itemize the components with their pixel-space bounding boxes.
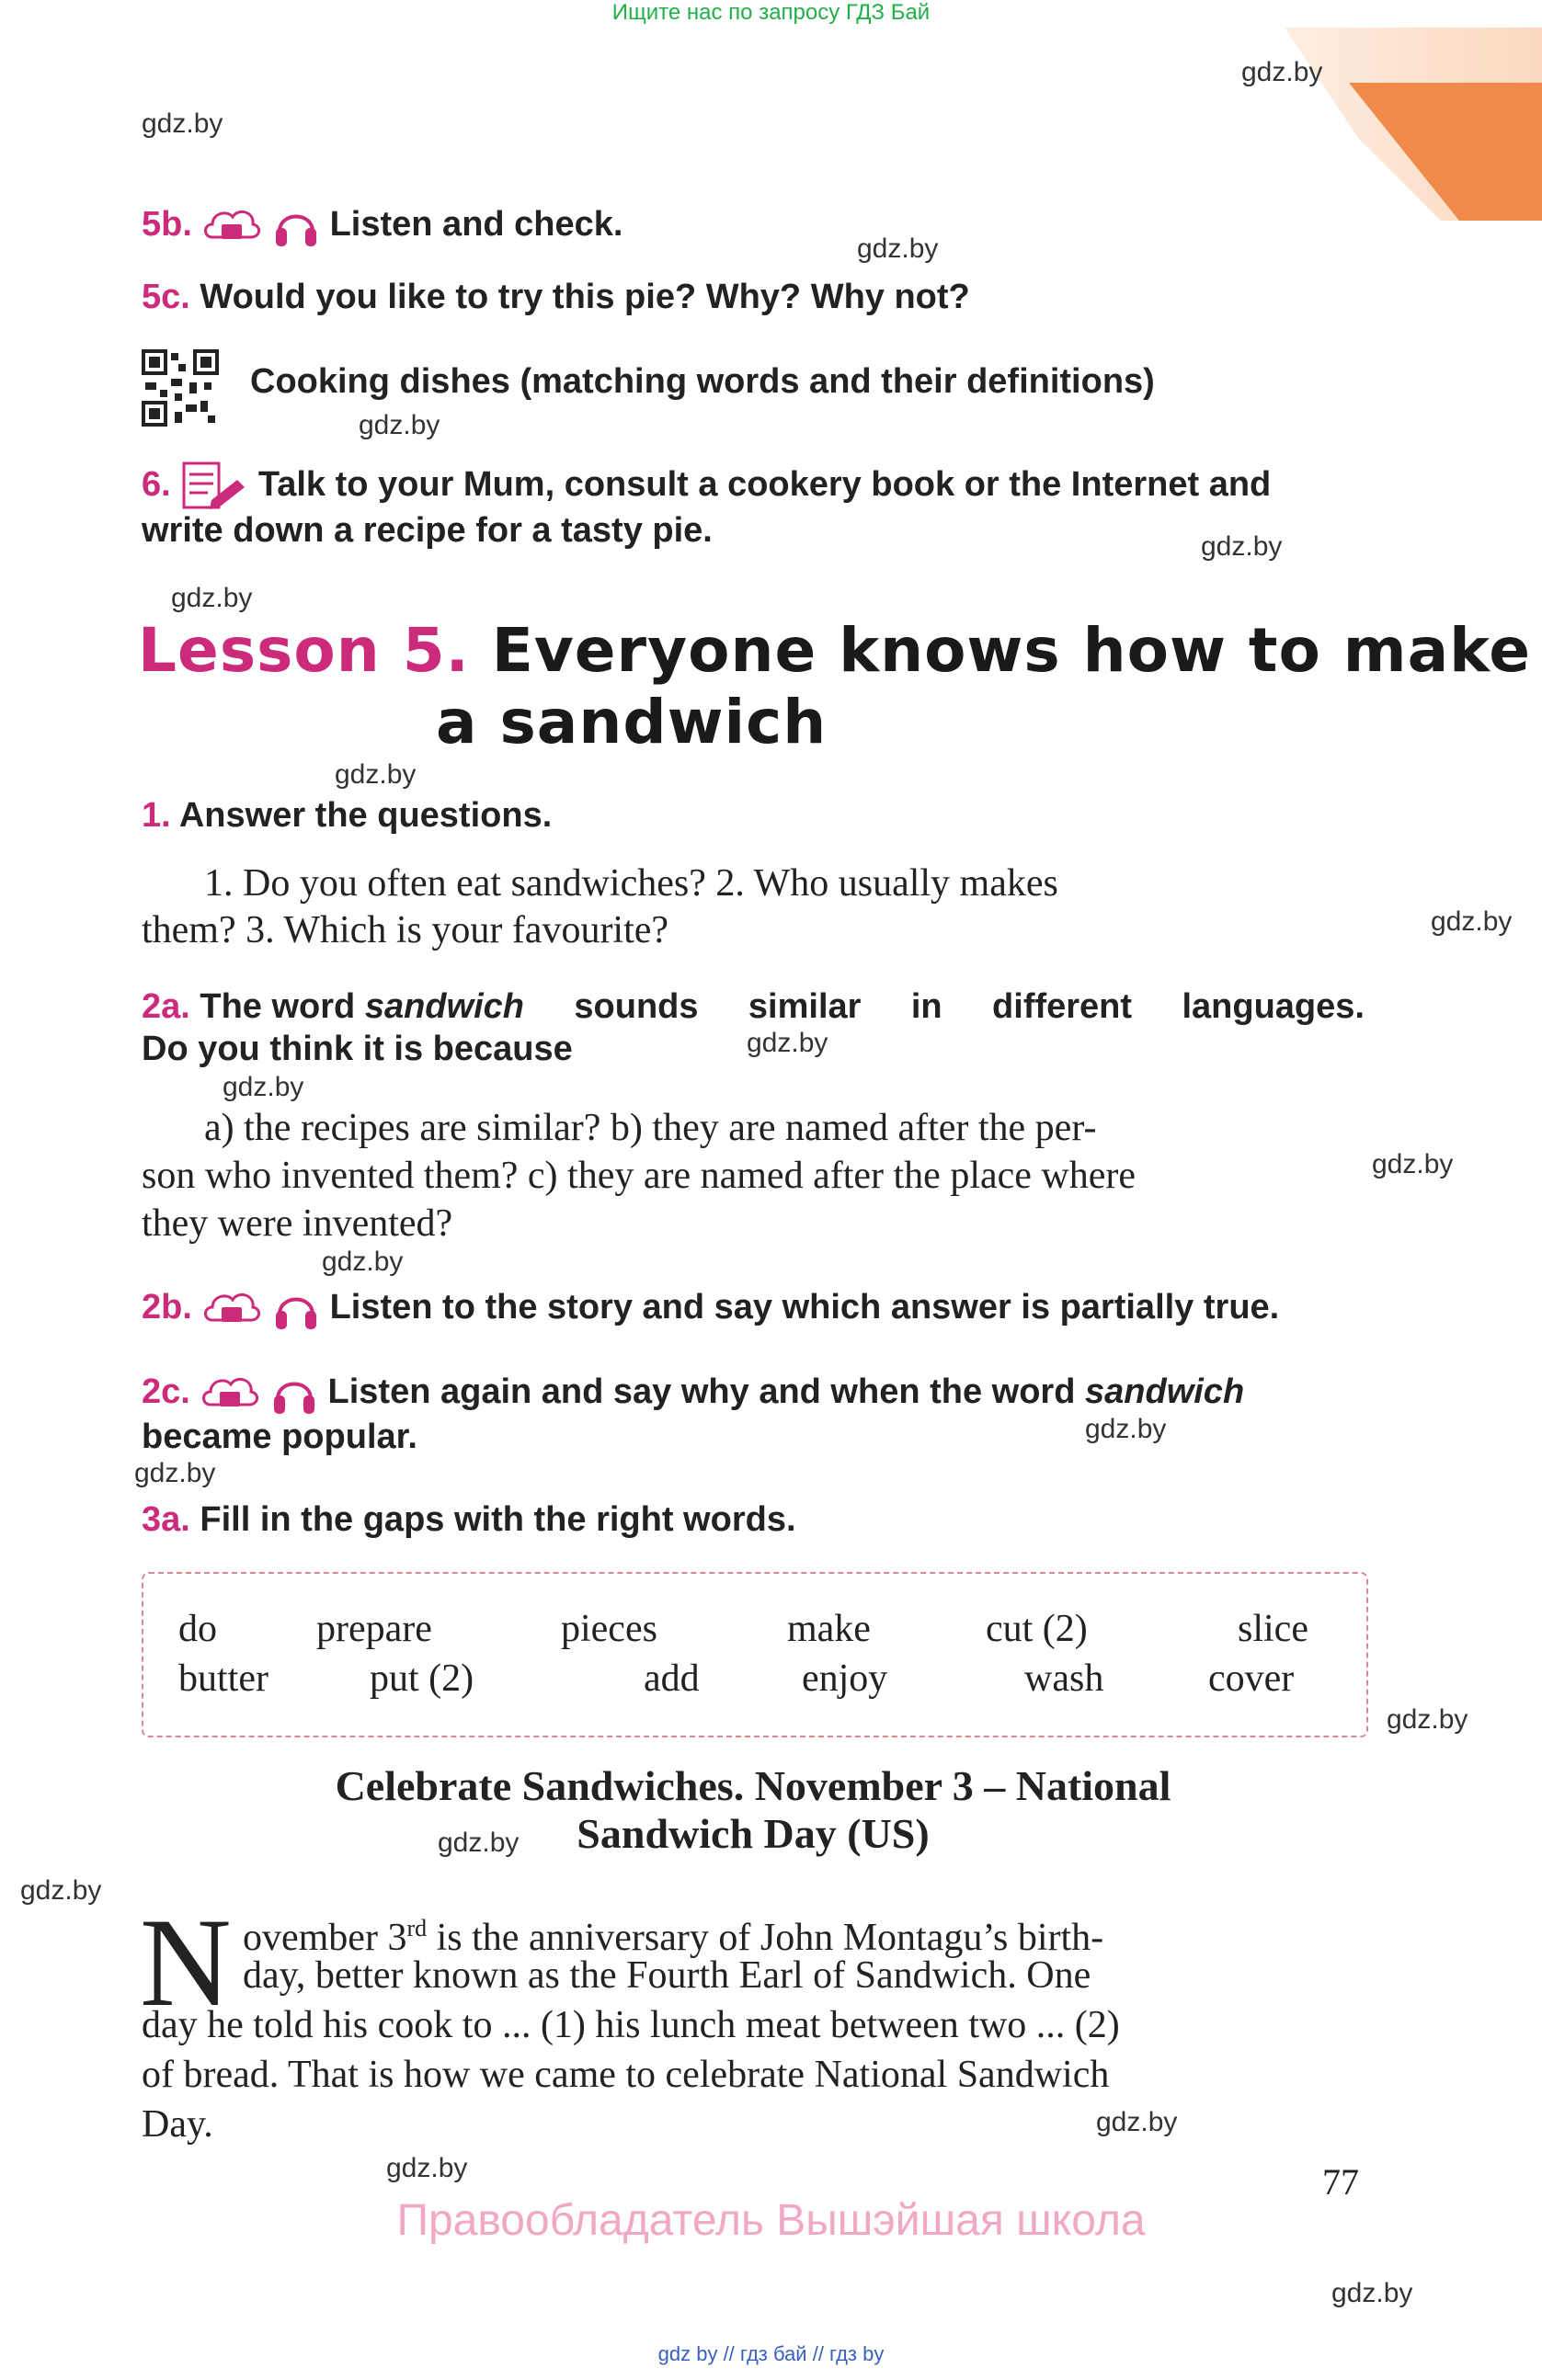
superscript: rd bbox=[406, 1915, 428, 1942]
watermark: gdz.by bbox=[1331, 2278, 1413, 2308]
notepad-pencil-icon[interactable] bbox=[180, 460, 248, 513]
word-item: butter bbox=[178, 1657, 268, 1700]
watermark: gdz.by bbox=[386, 2153, 468, 2183]
task-2a-line2: Do you think it is because bbox=[142, 1030, 573, 1068]
word-item: pieces bbox=[561, 1608, 657, 1650]
lesson-heading bbox=[138, 616, 1531, 686]
task-2a-body-1: a) the recipes are similar? b) they are named after the per- bbox=[204, 1107, 1097, 1149]
watermark: gdz.by bbox=[1085, 1414, 1167, 1444]
word-item: cover bbox=[1208, 1657, 1295, 1700]
task-number: 1. bbox=[142, 796, 171, 835]
word-item: wash bbox=[1024, 1657, 1104, 1700]
lesson-title: a sandwich bbox=[436, 687, 828, 757]
headphones-icon[interactable] bbox=[270, 1370, 318, 1418]
task-1-body-2: them? 3. Which is your favourite? bbox=[142, 909, 669, 951]
watermark: gdz.by bbox=[1241, 57, 1323, 87]
word-item: make bbox=[787, 1608, 871, 1650]
task-text: Fill in the gaps with the right words. bbox=[200, 1500, 796, 1539]
task-text: Listen and check. bbox=[329, 205, 623, 245]
watermark: gdz.by bbox=[223, 1072, 304, 1102]
italic-word: sandwich bbox=[364, 987, 524, 1026]
task-2a: 2a. The word sandwich sounds similar in different languages. bbox=[142, 987, 1365, 1026]
task-number: 2c. bbox=[142, 1372, 190, 1412]
copyright-notice: Правообладатель Вышэйшая школа bbox=[396, 2196, 1146, 2245]
lesson-number: Lesson 5. bbox=[138, 615, 470, 686]
qr-code-icon[interactable] bbox=[142, 349, 219, 427]
task-text: Talk to your Mum, consult a cookery book or the Internet and bbox=[257, 465, 1272, 505]
task-5b bbox=[142, 202, 623, 250]
watermark: gdz.by bbox=[134, 1458, 216, 1488]
task-text: Listen again and say why and when the word bbox=[327, 1372, 1085, 1412]
task-number: 6. bbox=[142, 465, 171, 505]
watermark: gdz.by bbox=[438, 1828, 520, 1858]
story-text: is the anniversary of John Montagu’s birth- bbox=[427, 1917, 1104, 1959]
task-6 bbox=[142, 460, 1271, 513]
corner-decoration bbox=[1285, 28, 1542, 221]
watermark: gdz.by bbox=[142, 108, 223, 139]
watermark: gdz.by bbox=[1372, 1149, 1454, 1179]
headphones-icon[interactable] bbox=[272, 1285, 320, 1333]
task-2c-line2: became popular. bbox=[142, 1418, 417, 1456]
story-line: day he told his cook to ... (1) his lunch meat between two ... (2) bbox=[142, 2004, 1120, 2046]
task-number: 5b. bbox=[142, 205, 192, 245]
task-2a-body-2: son who invented them? c) they are named after the place where bbox=[142, 1155, 1137, 1197]
italic-word: sandwich bbox=[1085, 1372, 1245, 1412]
task-5c bbox=[142, 276, 970, 318]
cloud-folder-icon[interactable] bbox=[201, 1285, 262, 1333]
task-text: Would you like to try this pie? Why? Why not? bbox=[200, 278, 970, 316]
task-2c bbox=[142, 1370, 1244, 1418]
watermark: gdz.by bbox=[335, 759, 417, 790]
watermark: gdz.by bbox=[1201, 531, 1283, 562]
story-title: Celebrate Sandwiches. November 3 – National bbox=[335, 1762, 1171, 1809]
drop-cap: N bbox=[140, 1892, 232, 2033]
watermark: gdz.by bbox=[359, 410, 440, 440]
watermark: gdz.by bbox=[171, 583, 253, 613]
task-2b bbox=[142, 1285, 1279, 1333]
task-1 bbox=[142, 794, 552, 837]
task-number: 3a. bbox=[142, 1500, 190, 1539]
watermark: gdz.by bbox=[1431, 906, 1513, 937]
task-3a bbox=[142, 1498, 796, 1541]
watermark: gdz.by bbox=[857, 233, 939, 264]
story-title-line2: Sandwich Day (US) bbox=[577, 1810, 930, 1857]
word-item: enjoy bbox=[802, 1657, 888, 1700]
qr-caption: Cooking dishes (matching words and their definitions) bbox=[250, 362, 1155, 401]
lesson-title: Everyone knows how to make bbox=[491, 615, 1531, 686]
watermark: gdz.by bbox=[747, 1028, 828, 1058]
page-number: 77 bbox=[1322, 2161, 1359, 2203]
headphones-icon[interactable] bbox=[272, 202, 320, 250]
word-item: add bbox=[644, 1657, 700, 1700]
cloud-folder-icon[interactable] bbox=[201, 202, 262, 250]
watermark: gdz.by bbox=[20, 1875, 102, 1906]
word-item: slice bbox=[1238, 1608, 1308, 1650]
task-text: Answer the questions. bbox=[178, 796, 553, 835]
watermark: gdz.by bbox=[322, 1247, 404, 1277]
word-box bbox=[142, 1572, 1368, 1737]
task-2a-body-3: they were invented? bbox=[142, 1202, 453, 1245]
story-line: Day. bbox=[142, 2103, 213, 2146]
cloud-folder-icon[interactable] bbox=[200, 1370, 260, 1418]
lesson-title-line2 bbox=[436, 688, 827, 757]
word-item: cut (2) bbox=[986, 1608, 1088, 1650]
task-text: Listen to the story and say which answer is partially true. bbox=[329, 1288, 1280, 1327]
task-6-line2: write down a recipe for a tasty pie. bbox=[142, 511, 713, 550]
task-number: 5c. bbox=[142, 278, 190, 316]
watermark: gdz.by bbox=[1096, 2107, 1178, 2137]
task-number: 2a. bbox=[142, 987, 190, 1026]
footer-links[interactable]: gdz by // гдз бай // гдз by bbox=[657, 2342, 885, 2365]
word-item: prepare bbox=[316, 1608, 432, 1650]
story-line: day, better known as the Fourth Earl of Sandwich. One bbox=[243, 1954, 1091, 1997]
top-banner[interactable]: Ищите нас по запросу ГДЗ Бай bbox=[611, 0, 931, 25]
word-item: put (2) bbox=[370, 1657, 474, 1700]
task-1-body: 1. Do you often eat sandwiches? 2. Who usually makes bbox=[204, 862, 1058, 905]
story-line: of bread. That is how we came to celebrate National Sandwich bbox=[142, 2054, 1110, 2096]
story-text: ovember 3 bbox=[243, 1917, 407, 1959]
word-item: do bbox=[178, 1608, 217, 1650]
watermark: gdz.by bbox=[1387, 1704, 1468, 1735]
task-number: 2b. bbox=[142, 1288, 192, 1327]
